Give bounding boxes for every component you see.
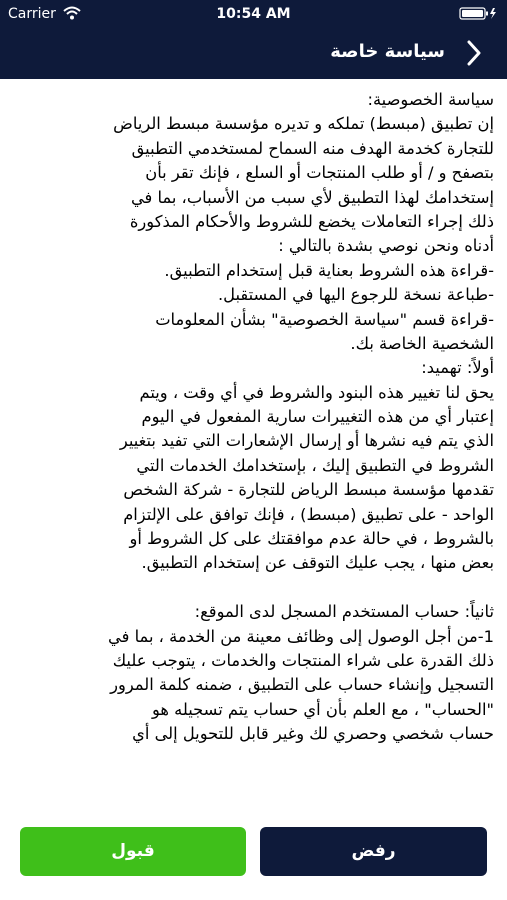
policy-line: إستخدامك لهذا التطبيق لأي سبب من الأسباب، بما في bbox=[130, 187, 494, 207]
policy-line: 1-من أجل الوصول إلى وظائف معينة من الخدمة ، بما في bbox=[108, 626, 494, 646]
status-bar bbox=[0, 0, 507, 28]
clock: 10:54 AM bbox=[216, 6, 291, 22]
header bbox=[0, 0, 507, 79]
policy-line: يحق لنا تغيير هذه البنود والشروط في أي وقت ، ويتم bbox=[139, 382, 494, 402]
policy-line: حساب شخصي وحصري لك وغير قابل للتحويل إلى أي bbox=[132, 724, 494, 744]
policy-line: بعض منها ، يجب عليك التوقف عن إستخدام التطبيق. bbox=[141, 553, 494, 573]
nav-bar bbox=[0, 28, 507, 79]
policy-line: الشخصية الخاصة بك. bbox=[350, 333, 494, 353]
policy-line: -قراءة هذه الشروط بعناية قبل إستخدام التطبيق. bbox=[164, 260, 494, 280]
policy-line: بالشروط ، في حالة عدم موافقتك على كل الشروط أو bbox=[129, 529, 494, 549]
policy-line: بتصفح و / أو طلب المنتجات أو السلع ، فإنك تقر بأن bbox=[145, 163, 494, 183]
policy-line: الذي يتم فيه نشرها أو إرسال الإشعارات التي تفيد بتغيير bbox=[119, 431, 494, 451]
policy-line: ذلك إجراء التعاملات يخضع للشروط والأحكام المذكورة bbox=[129, 211, 494, 231]
policy-line: أدناه ونحن نوصي بشدة بالتالي : bbox=[278, 236, 494, 256]
page-title: سياسة خاصة bbox=[330, 41, 445, 62]
battery-icon bbox=[459, 7, 499, 20]
policy-line: أولاً: تهميد: bbox=[421, 358, 494, 378]
policy-line: سياسة الخصوصية: bbox=[367, 90, 494, 109]
policy-line: إعتبار أي من هذه التغييرات سارية المفعول في اليوم bbox=[141, 407, 494, 427]
policy-line: تقدمها مؤسسة مبسط الرياض للتجارة - شركة الشخص bbox=[123, 480, 494, 500]
policy-line: ذلك القدرة على شراء المنتجات والخدمات ، يتوجب عليك bbox=[112, 650, 494, 670]
policy-line: ثانياً: حساب المستخدم المسجل لدى الموقع: bbox=[194, 602, 494, 622]
policy-line: "الحساب" ، مع العلم بأن أي حساب يتم تسجيله هو bbox=[151, 699, 494, 719]
policy-line bbox=[14, 576, 494, 600]
accept-button[interactable]: قبول bbox=[20, 827, 246, 876]
policy-line: للتجارة كخدمة الهدف منه السماح لمستخدمي التطبيق bbox=[131, 138, 494, 158]
policy-line: التسجيل وإنشاء حساب على التطبيق ، ضمنه كلمة المرور bbox=[110, 675, 494, 695]
policy-line: -طباعة نسخة للرجوع اليها في المستقبل. bbox=[217, 285, 494, 305]
policy-line: إن تطبيق (مبسط) تملكه و تديره مؤسسة مبسط الرياض bbox=[113, 114, 494, 134]
reject-button[interactable]: رفض bbox=[260, 827, 487, 876]
privacy-policy-text bbox=[14, 88, 494, 816]
policy-line: -قراءة قسم "سياسة الخصوصية" بشأن المعلومات bbox=[155, 309, 494, 329]
policy-line: الشروط في التطبيق إليك ، بإستخدامك الخدمات التي bbox=[136, 455, 494, 475]
policy-line: الواحد - على تطبيق (مبسط) ، فإنك توافق على الإلتزام bbox=[123, 504, 494, 524]
back-chevron-icon[interactable] bbox=[467, 40, 481, 66]
carrier-label: Carrier bbox=[8, 6, 56, 22]
